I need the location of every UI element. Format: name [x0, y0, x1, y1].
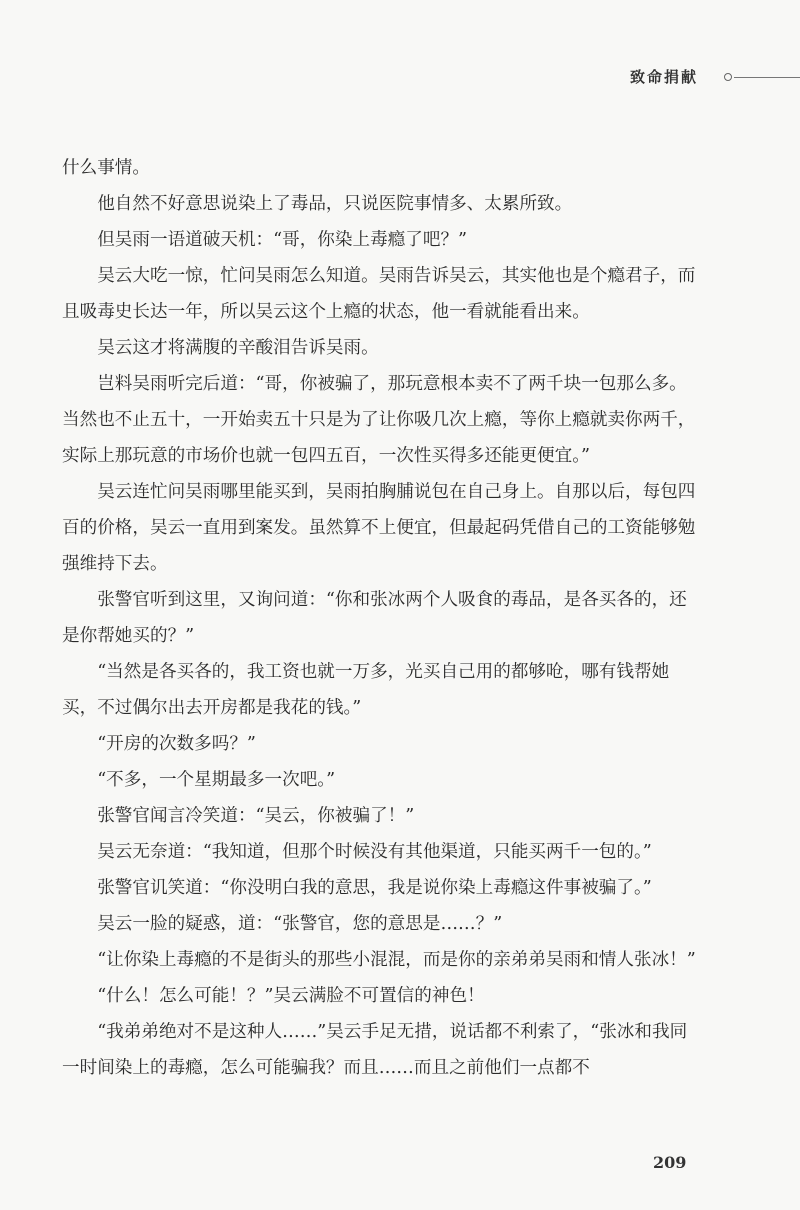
header-ornament-line — [734, 77, 800, 78]
paragraph: “什么！怎么可能！？”吴云满脸不可置信的神色！ — [97, 986, 485, 1006]
body-text — [62, 150, 702, 1086]
paragraph: 什么事情。 — [62, 158, 150, 178]
paragraph: “当然是各买各的，我工资也就一万多，光买自己用的都够呛，哪有钱帮她买，不过偶尔出去开房都是我花的钱。” — [62, 662, 670, 718]
paragraph: 吴云连忙问吴雨哪里能买到，吴雨拍胸脯说包在自己身上。自那以后，每包四百的价格，吴云一直用到案发。虽然算不上便宜，但最起码凭借自己的工资能够勉强维持下去。 — [62, 482, 696, 574]
running-header — [0, 66, 800, 90]
paragraph: “开房的次数多吗？” — [97, 734, 256, 754]
paragraph: 吴云大吃一惊，忙问吴雨怎么知道。吴雨告诉吴云，其实他也是个瘾君子，而且吸毒史长达一年，所以吴云这个上瘾的状态，他一看就能看出来。 — [62, 266, 696, 322]
paragraph: 吴云无奈道：“我知道，但那个时候没有其他渠道，只能买两千一包的。” — [97, 842, 652, 862]
paragraph: 但吴雨一语道破天机：“哥，你染上毒瘾了吧？” — [97, 230, 468, 250]
paragraph: 吴云这才将满腹的辛酸泪告诉吴雨。 — [97, 338, 379, 358]
paragraph: “我弟弟绝对不是这种人……”吴云手足无措，说话都不利索了，“张冰和我同一时间染上的毒瘾，怎么可能骗我？而且……而且之前他们一点都不 — [62, 1022, 688, 1078]
page-number: 209 — [653, 1153, 687, 1172]
paragraph: 张警官听到这里，又询问道：“你和张冰两个人吸食的毒品，是各买各的，还是你帮她买的？” — [62, 590, 687, 646]
running-header-title: 致命捐献 — [629, 68, 698, 86]
paragraph: 吴云一脸的疑惑，道：“张警官，您的意思是……？” — [97, 914, 503, 934]
paragraph: “不多，一个星期最多一次吧。” — [97, 770, 336, 790]
paragraph: 张警官闻言冷笑道：“吴云，你被骗了！” — [97, 806, 415, 826]
header-ornament-circle — [724, 73, 732, 81]
paragraph: “让你染上毒瘾的不是街头的那些小混混，而是你的亲弟弟吴雨和情人张冰！” — [97, 950, 696, 970]
paragraph: 岂料吴雨听完后道：“哥，你被骗了，那玩意根本卖不了两千块一包那么多。当然也不止五十，一开始卖五十只是为了让你吸几次上瘾，等你上瘾就卖你两千，实际上那玩意的市场价也就一包四五百，一次性买得多还能更便宜。” — [62, 374, 696, 466]
paragraph: 他自然不好意思说染上了毒品，只说医院事情多、太累所致。 — [97, 194, 573, 214]
paragraph: 张警官讥笑道：“你没明白我的意思，我是说你染上毒瘾这件事被骗了。” — [97, 878, 652, 898]
